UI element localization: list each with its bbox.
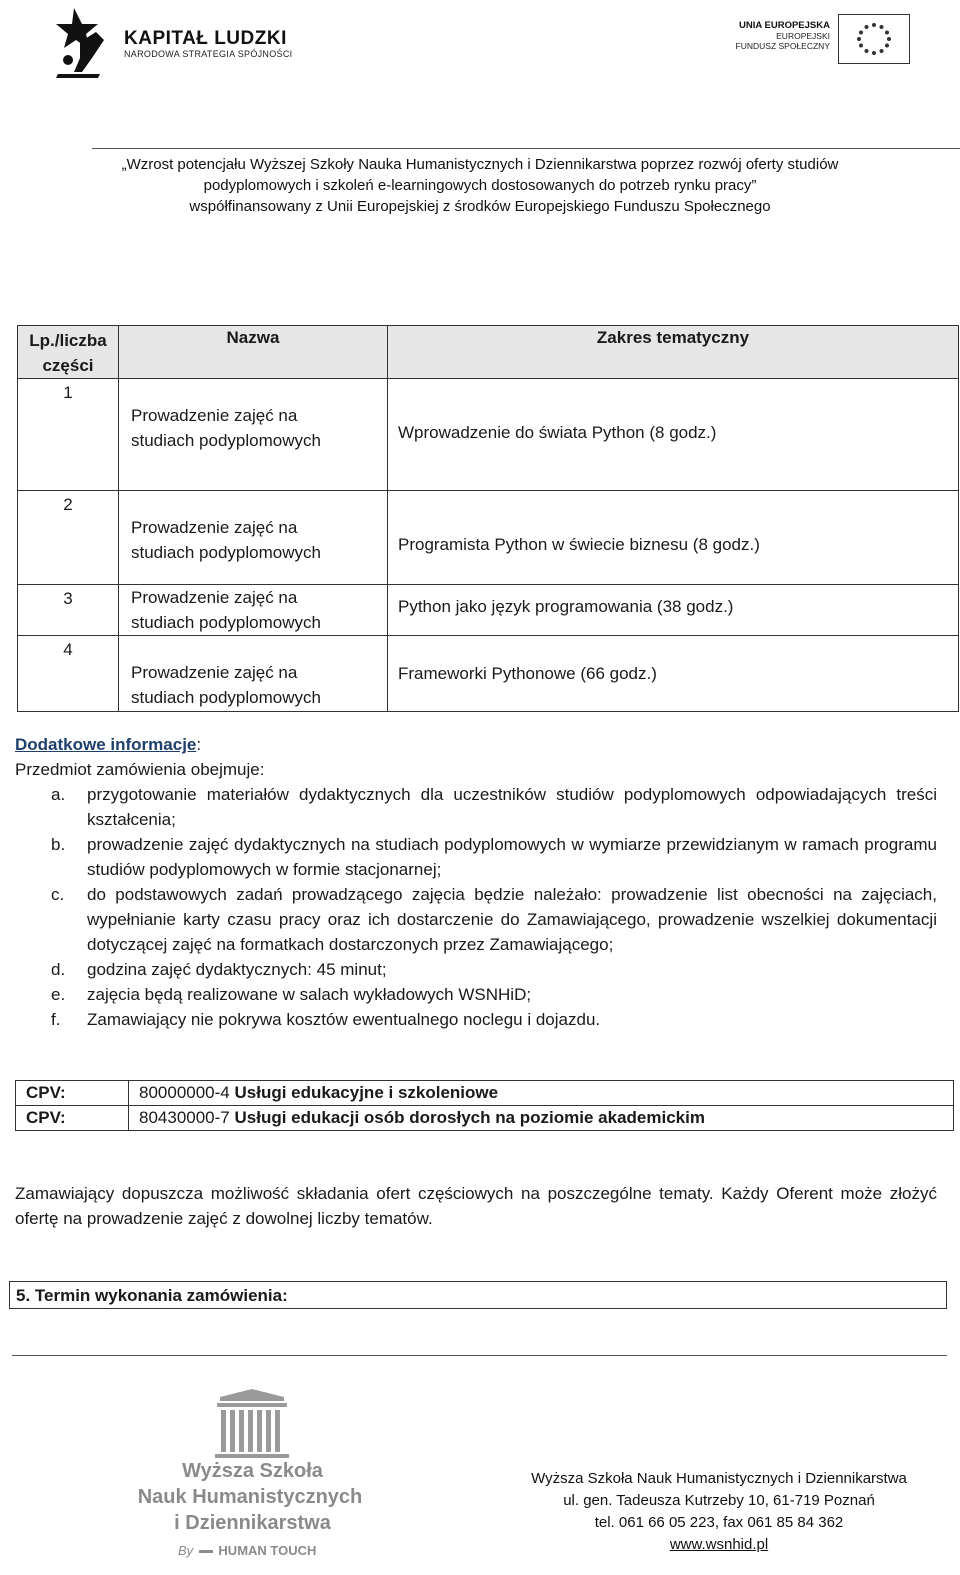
eu-text-block <box>728 20 830 51</box>
row-name <box>119 585 388 636</box>
school-tagline <box>178 1543 316 1558</box>
project-line-2: podyplomowych i szkoleń e-learningowych dostosowanych do potrzeb rynku pracy” <box>203 177 757 194</box>
row-name-line2: studiach podyplomowych <box>131 543 321 562</box>
list-item-text: do podstawowych zadań prowadzącego zajęcia będzie należało: prowadzenie list obecności na zajęciach, wypełnianie karty czasu pracy oraz ich dostarczenie do Zamawiającego, prowadzenie wszelkiej dokumentacji dotyczącej zajęć na formatkach dostarczonych przez Zamawiającego; <box>87 885 937 954</box>
row-range <box>388 585 959 636</box>
header-divider <box>92 148 960 149</box>
list-item <box>15 982 937 1007</box>
cpv-label: CPV: <box>16 1081 129 1106</box>
cpv-row <box>16 1081 954 1106</box>
list-item-text: zajęcia będą realizowane w salach wykładowych WSNHiD; <box>87 985 532 1004</box>
cpv-description: Usługi edukacji osób dorosłych na poziomie akademickim <box>234 1108 705 1127</box>
list-item-text: przygotowanie materiałów dydaktycznych dla uczestników studiów podyplomowych odpowiadających treści kształcenia; <box>87 785 937 829</box>
cpv-row <box>16 1106 954 1131</box>
info-intro: Przedmiot zamówienia obejmuje: <box>15 760 265 779</box>
list-item-letter: b. <box>51 835 66 854</box>
project-line-1: „Wzrost potencjału Wyższej Szkoły Nauka Humanistycznych i Dziennikarstwa poprzez rozwój oferty studiów <box>121 156 839 173</box>
kapital-ludzki-emblem-icon <box>56 8 104 78</box>
list-item-text: prowadzenie zajęć dydaktycznych na studiach podyplomowych w wymiarze przewidzianym w ramach programu studiów podyplomowych w formie stacjonarnej; <box>87 835 937 879</box>
row-number: 4 <box>18 636 119 712</box>
row-name <box>119 491 388 585</box>
list-item <box>15 832 937 882</box>
row-name-line2: studiach podyplomowych <box>131 688 321 707</box>
row-name-line2: studiach podyplomowych <box>131 613 321 632</box>
table-row <box>18 636 959 712</box>
row-range <box>388 491 959 585</box>
project-line-3: współfinansowany z Unii Europejskiej z środków Europejskiego Funduszu Społecznego <box>189 198 771 215</box>
list-item-letter: f. <box>51 1010 61 1029</box>
list-item <box>15 957 937 982</box>
cpv-description: Usługi edukacyjne i szkoleniowe <box>234 1083 499 1102</box>
school-name-line-3: i Dziennikarstwa <box>174 1512 331 1534</box>
partial-offers-note: Zamawiający dopuszcza możliwość składania ofert częściowych na poszczególne tematy. Każdy Oferent może złożyć ofertę na prowadzenie zajęć z dowolnej liczby tematów. <box>15 1184 937 1228</box>
cpv-table <box>15 1080 954 1131</box>
row-range-text: Frameworki Pythonowe (66 godz.) <box>398 664 657 683</box>
eu-line-2: EUROPEJSKI <box>776 31 830 41</box>
kapital-ludzki-title: KAPITAŁ LUDZKI <box>124 28 287 49</box>
kapital-ludzki-subtitle: NARODOWA STRATEGIA SPÓJNOŚCI <box>124 49 293 59</box>
additional-info <box>15 732 937 1032</box>
table-row <box>18 379 959 491</box>
row-number: 3 <box>18 585 119 636</box>
row-name-line1: Prowadzenie zajęć na <box>131 588 298 607</box>
info-heading-colon: : <box>196 735 202 754</box>
list-item-text: godzina zajęć dydaktycznych: 45 minut; <box>87 960 387 979</box>
list-item <box>15 1007 937 1032</box>
eu-line-3: FUNDUSZ SPOŁECZNY <box>735 41 830 51</box>
tagline-bar-icon <box>199 1550 213 1553</box>
website-link[interactable]: www.wsnhid.pl <box>669 1536 769 1553</box>
row-range <box>388 379 959 491</box>
topics-table <box>17 325 959 712</box>
row-name-line1: Prowadzenie zajęć na <box>131 663 298 682</box>
list-item-text: Zamawiający nie pokrywa kosztów ewentualnego noclegu i dojazdu. <box>87 1010 601 1029</box>
row-range-text: Programista Python w świecie biznesu (8 godz.) <box>398 535 760 554</box>
address-line-1: Wyższa Szkoła Nauk Humanistycznych i Dziennikarstwa <box>531 1470 907 1487</box>
row-name-line2: studiach podyplomowych <box>131 431 321 450</box>
info-heading: Dodatkowe informacje <box>15 735 197 754</box>
table-row <box>18 585 959 636</box>
row-name <box>119 636 388 712</box>
cpv-code: 80000000-4 <box>139 1083 230 1102</box>
term-heading: 5. Termin wykonania zamówienia: <box>9 1281 947 1309</box>
row-name <box>119 379 388 491</box>
row-range-text: Python jako język programowania (38 godz.) <box>398 597 734 616</box>
list-item-letter: e. <box>51 985 66 1004</box>
cpv-value <box>129 1106 954 1131</box>
address-line-3: tel. 061 66 05 223, fax 061 85 84 362 <box>594 1514 844 1531</box>
row-range-text: Wprowadzenie do świata Python (8 godz.) <box>398 423 717 442</box>
school-name-line-2: Nauk Humanistycznych <box>137 1486 363 1508</box>
info-heading-line <box>15 732 937 757</box>
table-header-row <box>18 326 959 379</box>
address-line-2: ul. gen. Tadeusza Kutrzeby 10, 61-719 Poznań <box>563 1492 875 1509</box>
header-name: Nazwa <box>119 326 388 379</box>
list-item-letter: c. <box>51 885 65 904</box>
school-name-line-1: Wyższa Szkoła <box>182 1460 323 1482</box>
list-item <box>15 882 937 957</box>
tagline-text: HUMAN TOUCH <box>218 1543 317 1558</box>
list-item-letter: a. <box>51 785 66 804</box>
row-number: 2 <box>18 491 119 585</box>
list-item-letter: d. <box>51 960 66 979</box>
eu-flag-icon <box>838 14 910 64</box>
footer-divider <box>12 1355 947 1356</box>
table-row <box>18 491 959 585</box>
cpv-label: CPV: <box>16 1106 129 1131</box>
tagline-by: By <box>178 1543 194 1558</box>
cpv-value <box>129 1081 954 1106</box>
row-name-line1: Prowadzenie zajęć na <box>131 406 298 425</box>
row-range <box>388 636 959 712</box>
row-number: 1 <box>18 379 119 491</box>
project-description <box>40 154 920 217</box>
header-number: Lp./liczba części <box>18 326 119 379</box>
header-range: Zakres tematyczny <box>388 326 959 379</box>
list-item <box>15 782 937 832</box>
eu-line-1: UNIA EUROPEJSKA <box>739 20 830 31</box>
footer-address <box>510 1468 928 1556</box>
cpv-code: 80430000-7 <box>139 1108 230 1127</box>
row-name-line1: Prowadzenie zajęć na <box>131 518 298 537</box>
